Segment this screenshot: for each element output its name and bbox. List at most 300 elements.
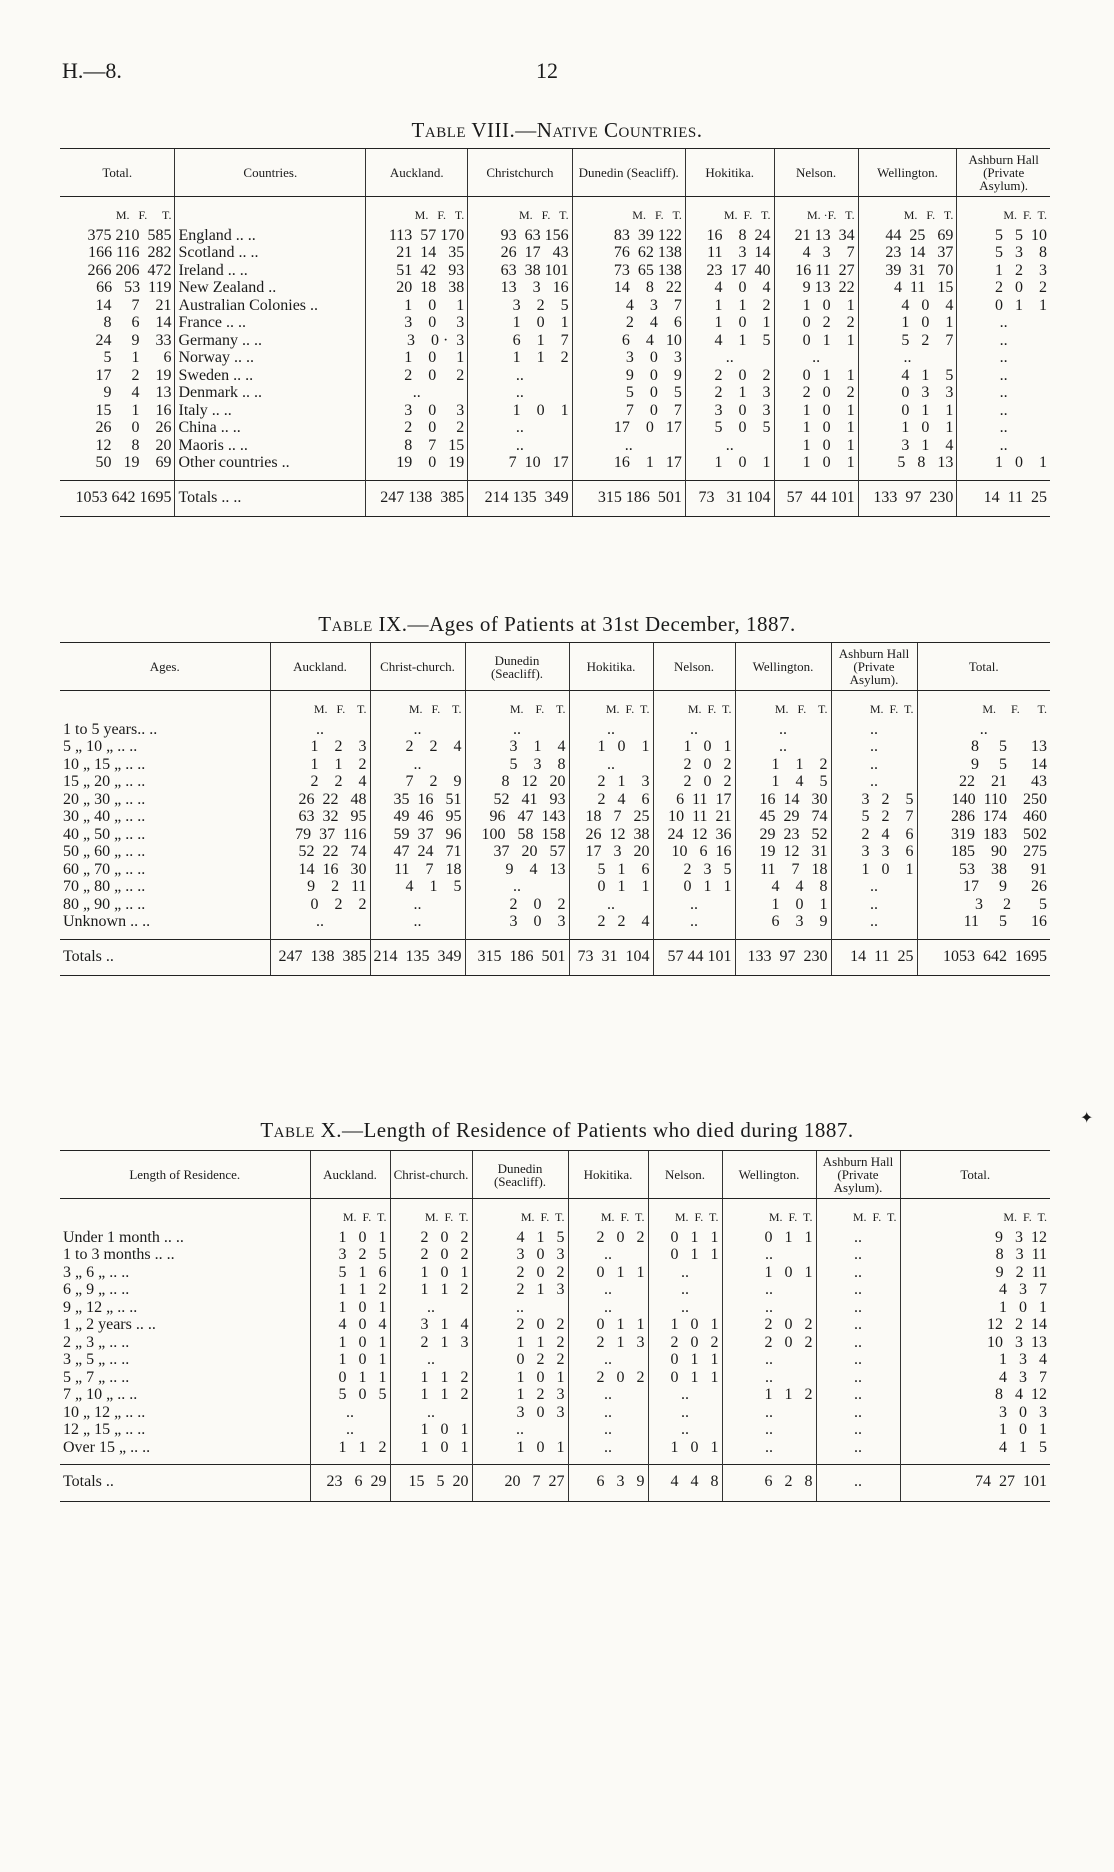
table10-totals-cell: Totals .. bbox=[60, 1465, 310, 1502]
table9-cell: 4 4 8 bbox=[735, 878, 831, 896]
table9-cell: 6 11 17 bbox=[653, 791, 735, 809]
table10-subheader-cell: M. F. T. bbox=[722, 1199, 816, 1229]
table10-cell: .. bbox=[722, 1299, 816, 1317]
table8-cell: 4 11 15 bbox=[858, 279, 957, 297]
table10-cell: .. bbox=[568, 1351, 648, 1369]
table8-cell: .. bbox=[468, 419, 572, 437]
table8-cell: Denmark .. .. bbox=[175, 384, 366, 402]
table10-cell: 1 0 1 bbox=[900, 1299, 1050, 1317]
margin-mark-icon: ✦ bbox=[1080, 1110, 1094, 1127]
table8-row bbox=[60, 332, 1050, 350]
table8-cell: 21 14 35 bbox=[366, 244, 468, 262]
table10-col-header: Hokitika. bbox=[568, 1151, 648, 1199]
table8-cell: .. bbox=[957, 402, 1050, 420]
table10-cell: 2 0 2 bbox=[722, 1316, 816, 1334]
table10-subheader-cell: M. F. T. bbox=[816, 1199, 900, 1229]
table8-totals-cell: Totals .. .. bbox=[175, 480, 366, 517]
table8-subheader-cell: M. F. T. bbox=[468, 197, 572, 227]
table8-cell: 166 116 282 bbox=[88, 244, 172, 261]
table10-cell: 0 1 1 bbox=[568, 1264, 648, 1282]
table10-cell: .. bbox=[816, 1316, 900, 1334]
table9-cell: 5 „ 10 „ .. .. bbox=[63, 738, 138, 755]
table9-cell: 50 „ 60 „ .. .. bbox=[63, 843, 146, 860]
table10-cell: .. bbox=[816, 1386, 900, 1404]
table8-cell: 113 57 170 bbox=[366, 227, 468, 245]
table8-cell: 21 13 34 bbox=[774, 227, 858, 245]
table10-subheader-cell: M. F. T. bbox=[472, 1199, 568, 1229]
table8-row bbox=[60, 314, 1050, 332]
table10-cell: 10 „ 12 „ .. .. bbox=[63, 1403, 146, 1421]
table8-cell: 12 8 20 bbox=[95, 436, 172, 454]
table8-row bbox=[60, 297, 1050, 315]
table10-cell: 2 0 2 bbox=[648, 1334, 722, 1352]
table8-cell: 63 38 101 bbox=[468, 262, 572, 280]
table9-cell: .. bbox=[917, 721, 1050, 739]
table10-cell: 3 0 3 bbox=[900, 1404, 1050, 1422]
table10-cell: 6 „ 9 „ .. .. bbox=[63, 1281, 130, 1298]
table9-cell: 2 2 4 bbox=[569, 913, 653, 939]
table9-cell: 29 23 52 bbox=[735, 826, 831, 844]
table9-cell: 96 47 143 bbox=[465, 808, 569, 826]
table10-cell: 1 1 2 bbox=[310, 1439, 390, 1465]
table8-subheader-cell: M. F. T. bbox=[685, 197, 774, 227]
table10-cell: .. bbox=[568, 1299, 648, 1317]
table10-cell: .. bbox=[648, 1421, 722, 1439]
table9-subheader-cell: M. F. T. bbox=[370, 691, 465, 721]
table10-cell: .. bbox=[816, 1334, 900, 1352]
table10-cell: .. bbox=[816, 1421, 900, 1439]
table8-cell: 5 8 13 bbox=[858, 454, 957, 480]
table9-cell: 24 12 36 bbox=[653, 826, 735, 844]
table8-cell: 1 0 1 bbox=[858, 419, 957, 437]
table9-cell: 3 2 5 bbox=[917, 896, 1050, 914]
table8-row bbox=[60, 454, 1050, 480]
table8-row bbox=[60, 227, 1050, 245]
table8-cell: 2 0 2 bbox=[366, 367, 468, 385]
table10-cell: 9 „ 12 „ .. .. bbox=[63, 1298, 138, 1316]
table8-cell: New Zealand .. bbox=[175, 279, 366, 297]
table9-col-header: Ages. bbox=[60, 643, 270, 691]
table8-cell: 17 0 17 bbox=[572, 419, 685, 437]
table8-cell: 7 0 7 bbox=[572, 402, 685, 420]
table9-cell: 52 41 93 bbox=[465, 791, 569, 809]
table10-cell: 8 3 11 bbox=[900, 1246, 1050, 1264]
table9-totals-cell: 1053 642 1695 bbox=[917, 939, 1050, 976]
table8-cell: 1 2 3 bbox=[957, 262, 1050, 280]
table10-subheader-cell bbox=[60, 1199, 310, 1229]
table8-cell: 4 1 5 bbox=[685, 332, 774, 350]
table8-cell: Italy .. .. bbox=[175, 402, 366, 420]
table10-col-header: Dunedin (Seacliff). bbox=[472, 1151, 568, 1199]
table9-cell: .. bbox=[370, 721, 465, 739]
table10-cell: .. bbox=[568, 1246, 648, 1264]
table9-row bbox=[60, 896, 1050, 914]
table8-cell: .. bbox=[774, 349, 858, 367]
table8-cell: Australian Colonies .. bbox=[175, 297, 366, 315]
table8-subheader-cell: M. F. T. bbox=[572, 197, 685, 227]
table10-row bbox=[60, 1404, 1050, 1422]
table10-title-prefix: Table X.— bbox=[260, 1118, 364, 1142]
table9-cell: 40 „ 50 „ .. .. bbox=[63, 825, 146, 843]
table10-cell: 0 1 1 bbox=[648, 1229, 722, 1247]
table8-cell: .. bbox=[685, 349, 774, 367]
table10-cell: .. bbox=[568, 1404, 648, 1422]
table10-cell: 4 1 5 bbox=[900, 1439, 1050, 1465]
table9-cell: 6 3 9 bbox=[735, 913, 831, 939]
table8-cell: 1 0 1 bbox=[468, 314, 572, 332]
table9-cell: 2 4 6 bbox=[831, 826, 917, 844]
table9-cell: 1 1 2 bbox=[735, 756, 831, 774]
table9-row bbox=[60, 843, 1050, 861]
table10-cell: .. bbox=[816, 1299, 900, 1317]
table10-subheader-cell: M. F. T. bbox=[648, 1199, 722, 1229]
table9-cell: 47 24 71 bbox=[370, 843, 465, 861]
table8-cell: 44 25 69 bbox=[858, 227, 957, 245]
table8-col-header: Wellington. bbox=[858, 149, 957, 197]
table8-row bbox=[60, 419, 1050, 437]
table8-cell: 2 0 2 bbox=[774, 384, 858, 402]
table8-cell: Maoris .. .. bbox=[175, 437, 366, 455]
table8-cell: 5 1 6 bbox=[103, 349, 172, 366]
table9-row bbox=[60, 791, 1050, 809]
table9-subheader-cell bbox=[60, 691, 270, 721]
table10-cell: 2 1 3 bbox=[390, 1334, 472, 1352]
table10-cell: .. bbox=[816, 1246, 900, 1264]
page-header-left: H.—8. bbox=[62, 58, 122, 83]
table9-cell: 52 22 74 bbox=[270, 843, 370, 861]
table10-cell: 1 „ 2 years .. .. bbox=[63, 1316, 156, 1333]
table8-cell: 5 5 10 bbox=[957, 227, 1050, 245]
table8-cell: 66 53 119 bbox=[96, 279, 172, 296]
table10-cell: 2 1 3 bbox=[568, 1334, 648, 1352]
table8-row bbox=[60, 262, 1050, 280]
table8-cell: Germany .. .. bbox=[175, 332, 366, 350]
table10-cell: 1 0 1 bbox=[310, 1351, 390, 1369]
table8-title-prefix: Table VIII.— bbox=[411, 118, 537, 142]
table8-cell: .. bbox=[366, 384, 468, 402]
table8-cell: 3 0 3 bbox=[572, 349, 685, 367]
table8-cell: 83 39 122 bbox=[572, 227, 685, 245]
table8-subheader-cell bbox=[175, 197, 366, 227]
table9-cell: 2 4 6 bbox=[569, 791, 653, 809]
table8-cell: 50 19 69 bbox=[95, 454, 172, 471]
table10-cell: 0 1 1 bbox=[648, 1369, 722, 1387]
table8-cell: 0 3 3 bbox=[858, 384, 957, 402]
table8 bbox=[60, 148, 1050, 517]
table10-cell: 8 4 12 bbox=[900, 1386, 1050, 1404]
table10-cell: .. bbox=[472, 1299, 568, 1317]
table8-cell: 1 0 1 bbox=[774, 454, 858, 480]
table10-col-header: Total. bbox=[900, 1151, 1050, 1199]
table10-cell: .. bbox=[568, 1281, 648, 1299]
table10-cell: 5 0 5 bbox=[310, 1386, 390, 1404]
table10-cell: .. bbox=[568, 1439, 648, 1465]
table9-cell: .. bbox=[831, 738, 917, 756]
table8-cell: .. bbox=[957, 332, 1050, 350]
table10-cell: 3 „ 6 „ .. .. bbox=[63, 1263, 130, 1281]
table8-cell: 1 1 2 bbox=[468, 349, 572, 367]
table8-cell: .. bbox=[468, 367, 572, 385]
table8-row bbox=[60, 367, 1050, 385]
table10-cell: 2 1 3 bbox=[472, 1281, 568, 1299]
table10-row bbox=[60, 1386, 1050, 1404]
table9-cell: 37 20 57 bbox=[465, 843, 569, 861]
table10-cell: 1 2 3 bbox=[472, 1386, 568, 1404]
table8-cell: 19 0 19 bbox=[366, 454, 468, 480]
page-number: 12 bbox=[536, 58, 558, 83]
table10-totals-cell: .. bbox=[816, 1465, 900, 1502]
table10-cell: 5 „ 7 „ .. .. bbox=[63, 1368, 130, 1386]
table10-cell: 0 1 1 bbox=[722, 1229, 816, 1247]
table8-cell: .. bbox=[957, 384, 1050, 402]
table8-totals-cell: 57 44 101 bbox=[774, 480, 858, 517]
table10-cell: 1 0 1 bbox=[390, 1264, 472, 1282]
table9-cell: 17 3 20 bbox=[569, 843, 653, 861]
table10-cell: 2 0 2 bbox=[472, 1316, 568, 1334]
table10-row bbox=[60, 1316, 1050, 1334]
table9-cell: 2 2 4 bbox=[370, 738, 465, 756]
table8-cell: 5 0 5 bbox=[572, 384, 685, 402]
table9-cell: .. bbox=[831, 896, 917, 914]
table8-cell: .. bbox=[468, 437, 572, 455]
table9-row bbox=[60, 826, 1050, 844]
table10-totals-cell: 23 6 29 bbox=[310, 1465, 390, 1502]
table8-cell: 0 1 1 bbox=[774, 367, 858, 385]
table10-row bbox=[60, 1334, 1050, 1352]
table10-col-header: Ashburn Hall (Private Asylum). bbox=[816, 1151, 900, 1199]
table10-col-header: Wellington. bbox=[722, 1151, 816, 1199]
table9-row bbox=[60, 773, 1050, 791]
table8-cell: 15 1 16 bbox=[95, 401, 172, 419]
table10-cell: 2 0 2 bbox=[472, 1264, 568, 1282]
table9-cell: 5 2 7 bbox=[831, 808, 917, 826]
table9-row bbox=[60, 878, 1050, 896]
table10-totals-cell: 4 4 8 bbox=[648, 1465, 722, 1502]
table10-cell: 12 2 14 bbox=[900, 1316, 1050, 1334]
table8-cell: 8 7 15 bbox=[366, 437, 468, 455]
table9-cell: 11 5 16 bbox=[917, 913, 1050, 939]
table9-cell: 2 0 2 bbox=[653, 773, 735, 791]
table8-cell: 4 3 7 bbox=[774, 244, 858, 262]
table10-header-row bbox=[60, 1151, 1050, 1199]
table10-cell: .. bbox=[816, 1229, 900, 1247]
table8-row bbox=[60, 437, 1050, 455]
table9-row bbox=[60, 861, 1050, 879]
table8-cell: 14 8 22 bbox=[572, 279, 685, 297]
table9-cell: 1 0 1 bbox=[653, 738, 735, 756]
table10-cell: 3 1 4 bbox=[390, 1316, 472, 1334]
table8-cell: 8 6 14 bbox=[103, 314, 172, 331]
table9-totals-cell: 315 186 501 bbox=[465, 939, 569, 976]
table9-cell: 8 12 20 bbox=[465, 773, 569, 791]
table9-cell: 45 29 74 bbox=[735, 808, 831, 826]
table9-cell: 1 0 1 bbox=[735, 896, 831, 914]
table9-subheader-cell: M. F. T. bbox=[653, 691, 735, 721]
table8-cell: 5 2 7 bbox=[858, 332, 957, 350]
table9-cell: .. bbox=[370, 913, 465, 939]
table8-cell: Other countries .. bbox=[175, 454, 366, 480]
table9-cell: 100 58 158 bbox=[465, 826, 569, 844]
table9-cell: 17 9 26 bbox=[917, 878, 1050, 896]
table8-totals-cell: 133 97 230 bbox=[858, 480, 957, 517]
table8-subheader-cell: M. F. T. bbox=[115, 208, 172, 222]
table8-cell: 7 10 17 bbox=[468, 454, 572, 480]
table9-cell: .. bbox=[270, 721, 370, 739]
table9-cell: 1 to 5 years.. .. bbox=[63, 720, 158, 738]
table8-cell: Scotland .. .. bbox=[175, 244, 366, 262]
table9-cell: 0 1 1 bbox=[653, 878, 735, 896]
table8-cell: 73 65 138 bbox=[572, 262, 685, 280]
table9-cell: 185 90 275 bbox=[917, 843, 1050, 861]
table10-cell: 1 0 1 bbox=[472, 1439, 568, 1465]
table9-cell: 3 0 3 bbox=[465, 913, 569, 939]
table9-subheader-cell: M. F. T. bbox=[917, 691, 1050, 721]
table8-cell: 0 1 1 bbox=[774, 332, 858, 350]
table8-cell: Sweden .. .. bbox=[175, 367, 366, 385]
table10-cell: 0 2 2 bbox=[472, 1351, 568, 1369]
table8-cell: .. bbox=[572, 437, 685, 455]
table9-cell: 1 4 5 bbox=[735, 773, 831, 791]
table9-cell: 4 1 5 bbox=[370, 878, 465, 896]
table9-cell: 19 12 31 bbox=[735, 843, 831, 861]
table10-cell: 4 0 4 bbox=[310, 1316, 390, 1334]
table10-cell: .. bbox=[310, 1404, 390, 1422]
table10-cell: .. bbox=[722, 1369, 816, 1387]
table8-col-header: Ashburn Hall (Private Asylum). bbox=[957, 149, 1050, 197]
table10-cell: .. bbox=[648, 1299, 722, 1317]
table9-subheader-cell: M. F. T. bbox=[465, 691, 569, 721]
table8-col-header: Christchurch bbox=[468, 149, 572, 197]
table9-cell: 11 7 18 bbox=[735, 861, 831, 879]
table8-cell: .. bbox=[957, 367, 1050, 385]
table9-cell: .. bbox=[370, 756, 465, 774]
table9-cell: 60 „ 70 „ .. .. bbox=[63, 860, 146, 878]
table10-cell: .. bbox=[310, 1421, 390, 1439]
table8-row bbox=[60, 402, 1050, 420]
table8-totals-cell: 14 11 25 bbox=[957, 480, 1050, 517]
table8-cell: 1 0 1 bbox=[774, 402, 858, 420]
table9-cell: 35 16 51 bbox=[370, 791, 465, 809]
table9-cell: 80 „ 90 „ .. .. bbox=[63, 895, 146, 913]
table10-cell: 1 1 2 bbox=[390, 1369, 472, 1387]
table8-cell: 26 0 26 bbox=[95, 419, 172, 436]
table8-col-header: Auckland. bbox=[366, 149, 468, 197]
table10-cell: 1 0 1 bbox=[310, 1229, 390, 1247]
table9-cell: 3 2 5 bbox=[831, 791, 917, 809]
table10-cell: .. bbox=[722, 1421, 816, 1439]
table10-cell: 1 1 2 bbox=[722, 1386, 816, 1404]
table8-cell: 1 0 1 bbox=[685, 314, 774, 332]
table9-cell: .. bbox=[831, 721, 917, 739]
table8-cell: 1 0 1 bbox=[774, 437, 858, 455]
table9-cell: .. bbox=[831, 878, 917, 896]
table10-row bbox=[60, 1439, 1050, 1465]
table8-cell: 3 0 3 bbox=[366, 314, 468, 332]
table10-cell: .. bbox=[816, 1369, 900, 1387]
table9-cell: .. bbox=[735, 721, 831, 739]
table10-cell: .. bbox=[816, 1404, 900, 1422]
table9-cell: .. bbox=[831, 913, 917, 939]
table8-cell: 3 2 5 bbox=[468, 297, 572, 315]
table9-title bbox=[0, 612, 1114, 637]
table9-cell: 1 1 2 bbox=[270, 756, 370, 774]
table10-cell: 1 0 1 bbox=[900, 1421, 1050, 1439]
table9-cell: 18 7 25 bbox=[569, 808, 653, 826]
table9-col-header: Nelson. bbox=[653, 643, 735, 691]
table10-cell: .. bbox=[648, 1281, 722, 1299]
table8-cell: 1 0 1 bbox=[366, 349, 468, 367]
table8-totals-cell: 1053 642 1695 bbox=[60, 480, 175, 517]
table8-cell: 17 2 19 bbox=[95, 366, 172, 384]
table9-cell: 9 4 13 bbox=[465, 861, 569, 879]
table9-cell: 140 110 250 bbox=[917, 791, 1050, 809]
table9-cell: 1 0 1 bbox=[831, 861, 917, 879]
table8-cell: 1 0 1 bbox=[366, 297, 468, 315]
table8-cell: 9 13 22 bbox=[774, 279, 858, 297]
table9-header-row bbox=[60, 643, 1050, 691]
table8-cell: 3 1 4 bbox=[858, 437, 957, 455]
table10-cell: 12 „ 15 „ .. .. bbox=[63, 1421, 146, 1438]
table10-totals-cell: 15 5 20 bbox=[390, 1465, 472, 1502]
table10-cell: 2 „ 3 „ .. .. bbox=[63, 1333, 130, 1351]
table8-subheader-cell: M. F. T. bbox=[957, 197, 1050, 227]
table8-cell: 4 0 4 bbox=[685, 279, 774, 297]
table10-cell: 5 1 6 bbox=[310, 1264, 390, 1282]
table9-cell: 26 12 38 bbox=[569, 826, 653, 844]
table9-cell: 5 1 6 bbox=[569, 861, 653, 879]
table8-cell: 3 0 3 bbox=[685, 402, 774, 420]
table9-cell: 14 16 30 bbox=[270, 861, 370, 879]
table10-cell: .. bbox=[722, 1351, 816, 1369]
table9-col-header: Auckland. bbox=[270, 643, 370, 691]
table10-subheader-cell: M. F. T. bbox=[390, 1199, 472, 1229]
table10-cell: 4 3 7 bbox=[900, 1369, 1050, 1387]
table9-cell: .. bbox=[270, 913, 370, 939]
table8-cell: .. bbox=[957, 314, 1050, 332]
table9-cell: 15 „ 20 „ .. .. bbox=[63, 773, 146, 790]
table8-cell: .. bbox=[957, 419, 1050, 437]
table9-col-header: Christ-church. bbox=[370, 643, 465, 691]
table9-row bbox=[60, 738, 1050, 756]
table8-cell: 1 0 1 bbox=[685, 454, 774, 480]
table8-row bbox=[60, 244, 1050, 262]
table8-cell: 6 4 10 bbox=[572, 332, 685, 350]
table10-row bbox=[60, 1229, 1050, 1247]
table10-cell: Under 1 month .. .. bbox=[63, 1228, 184, 1246]
table10-cell: .. bbox=[648, 1386, 722, 1404]
table9-cell: 9 5 14 bbox=[917, 756, 1050, 774]
table8-cell: 266 206 472 bbox=[87, 261, 172, 279]
table9-col-header: Ashburn Hall (Private Asylum). bbox=[831, 643, 917, 691]
table10-cell: .. bbox=[648, 1404, 722, 1422]
table9-col-header: Total. bbox=[917, 643, 1050, 691]
table8-cell: 375 210 585 bbox=[87, 226, 172, 244]
table9-cell: .. bbox=[370, 896, 465, 914]
table10-cell: 3 „ 5 „ .. .. bbox=[63, 1351, 130, 1368]
table10-cell: 1 1 2 bbox=[472, 1334, 568, 1352]
table9-cell: 2 1 3 bbox=[569, 773, 653, 791]
table8-cell: 14 7 21 bbox=[95, 296, 172, 314]
table9-cell: 1 2 3 bbox=[270, 738, 370, 756]
table10-row bbox=[60, 1369, 1050, 1387]
table10-subheader-cell: M. F. T. bbox=[900, 1199, 1050, 1229]
table10-totals-cell: 6 2 8 bbox=[722, 1465, 816, 1502]
table9-cell: 30 „ 40 „ .. .. bbox=[63, 808, 146, 825]
table8-cell: 2 4 6 bbox=[572, 314, 685, 332]
table8-cell: 3 0 3 bbox=[366, 402, 468, 420]
table10-title bbox=[0, 1118, 1114, 1143]
table9-totals-cell: 73 31 104 bbox=[569, 939, 653, 976]
